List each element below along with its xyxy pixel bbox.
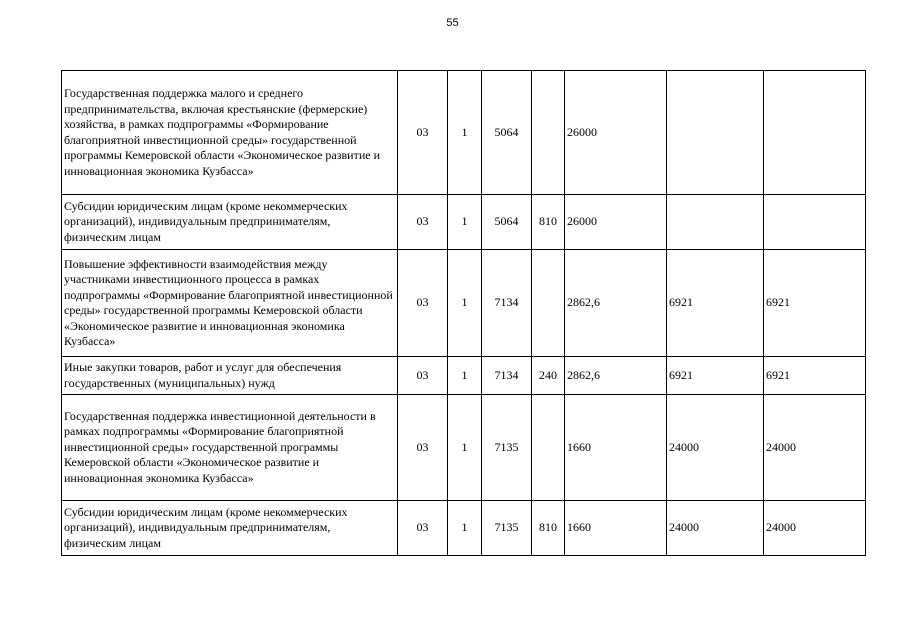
row-description: Субсидии юридическим лицам (кроме некоммерческих организаций), индивидуальным предпринимателям, физическим лицам [62,195,398,250]
section-code: 03 [398,195,448,250]
program-code: 1 [448,250,482,357]
amount-year-1: 26000 [565,195,667,250]
program-code: 1 [448,395,482,501]
expense-type-code: 240 [532,357,565,395]
section-code: 03 [398,250,448,357]
amount-year-1: 2862,6 [565,357,667,395]
program-code: 1 [448,501,482,556]
target-code: 7134 [482,357,532,395]
expense-type-code [532,71,565,195]
table-row [62,195,866,250]
program-code: 1 [448,357,482,395]
program-code: 1 [448,195,482,250]
row-description: Повышение эффективности взаимодействия между участниками инвестиционного процесса в рамках подпрограммы «Формирование благоприятной инвестиционной среды» государственной программы Кемеровской области «Экономическое развитие и инновационная экономика Кузбасса» [62,250,398,357]
budget-table [61,70,866,556]
amount-year-1: 26000 [565,71,667,195]
amount-year-2: 6921 [667,250,764,357]
table-row [62,357,866,395]
amount-year-1: 1660 [565,395,667,501]
amount-year-2: 24000 [667,395,764,501]
amount-year-1: 1660 [565,501,667,556]
page-number: 55 [446,17,459,29]
amount-year-2: 6921 [667,357,764,395]
row-description: Государственная поддержка малого и среднего предпринимательства, включая крестьянские (фермерские) хозяйства, в рамках подпрограммы «Формирование благоприятной инвестиционной среды» государственной программы Кемеровской области «Экономическое развитие и инновационная экономика Кузбасса» [62,71,398,195]
section-code: 03 [398,357,448,395]
table-row [62,250,866,357]
target-code: 5064 [482,71,532,195]
amount-year-2 [667,71,764,195]
expense-type-code [532,395,565,501]
amount-year-3: 24000 [764,395,866,501]
table-row [62,395,866,501]
expense-type-code [532,250,565,357]
target-code: 7134 [482,250,532,357]
target-code: 7135 [482,501,532,556]
row-description: Иные закупки товаров, работ и услуг для обеспечения государственных (муниципальных) нужд [62,357,398,395]
row-description: Субсидии юридическим лицам (кроме некоммерческих организаций), индивидуальным предпринимателям, физическим лицам [62,501,398,556]
program-code: 1 [448,71,482,195]
target-code: 7135 [482,395,532,501]
table-row [62,501,866,556]
section-code: 03 [398,395,448,501]
section-code: 03 [398,501,448,556]
amount-year-3 [764,71,866,195]
table-row [62,71,866,195]
amount-year-3 [764,195,866,250]
amount-year-3: 24000 [764,501,866,556]
amount-year-2: 24000 [667,501,764,556]
row-description: Государственная поддержка инвестиционной деятельности в рамках подпрограммы «Формирование благоприятной инвестиционной среды» государственной программы Кемеровской области «Экономическое развитие и инновационная экономика Кузбасса» [62,395,398,501]
amount-year-3: 6921 [764,250,866,357]
amount-year-3: 6921 [764,357,866,395]
target-code: 5064 [482,195,532,250]
expense-type-code: 810 [532,195,565,250]
expense-type-code: 810 [532,501,565,556]
amount-year-2 [667,195,764,250]
amount-year-1: 2862,6 [565,250,667,357]
section-code: 03 [398,71,448,195]
